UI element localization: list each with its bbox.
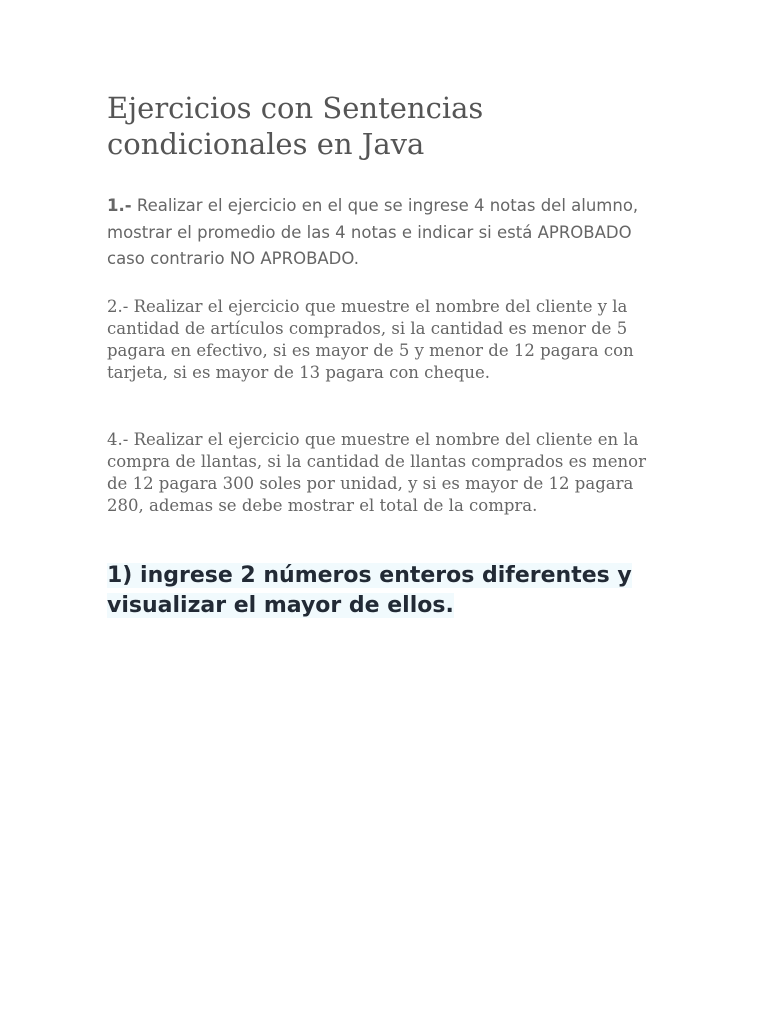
document-page [107, 90, 667, 621]
exercise-2-paragraph: 2.- Realizar el ejercicio que muestre el nombre del cliente y la cantidad de artículos comprados, si la cantidad es menor de 5 pagara en efectivo, si es mayor de 5 y menor de 12 pagara con tarjeta, si es mayor de 13 pagara con cheque. [107, 296, 634, 382]
exercise-1-paragraph [107, 193, 667, 273]
exercise-1-text: Realizar el ejercicio en el que se ingrese 4 notas del alumno, mostrar el promedio de las 4 notas e indicar si está APROBADO caso contrario NO APROBADO. [107, 196, 639, 268]
document-title: Ejercicios con Sentencias condicionales en Java [107, 91, 484, 161]
highlighted-exercise-block [107, 561, 667, 621]
exercise-4-paragraph: 4.- Realizar el ejercicio que muestre el nombre del cliente en la compra de llantas, si la cantidad de llantas comprados es menor de 12 pagara 300 soles por unidad, y si es mayor de 12 pagara 280, ademas se debe mostrar el total de la compra. [107, 429, 646, 515]
highlighted-exercise-text: 1) ingrese 2 números enteros diferentes y visualizar el mayor de ellos. [107, 562, 632, 618]
exercise-1-number: 1.- [107, 196, 132, 215]
